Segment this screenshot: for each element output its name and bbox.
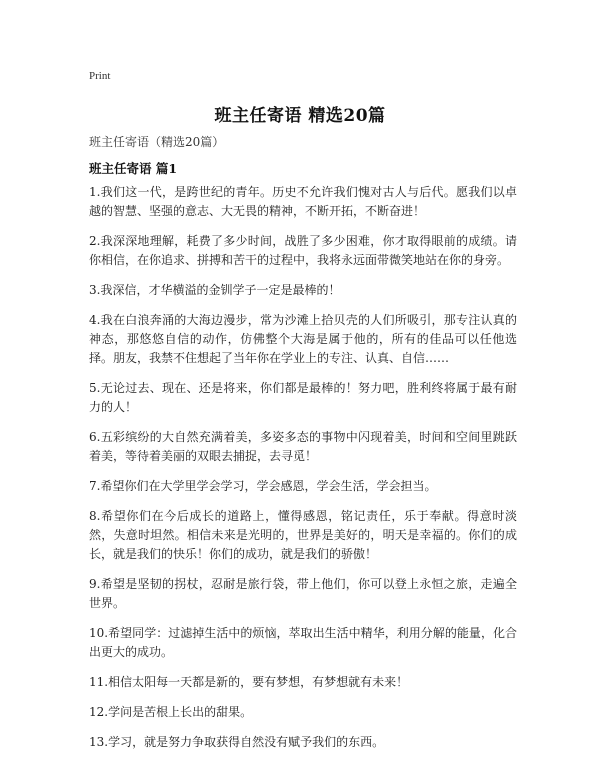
list-item: 1.我们这一代，是跨世纪的青年。历史不允许我们愧对古人与后代。愿我们以卓越的智慧、坚强的意志、大无畏的精神，不断开拓，不断奋进！ bbox=[89, 185, 517, 218]
list-item: 5.无论过去、现在、还是将来，你们都是最棒的！努力吧，胜利终将属于最有耐力的人！ bbox=[89, 381, 517, 414]
list-item: 2.我深深地理解，耗费了多少时间，战胜了多少困难，你才取得眼前的成绩。请你相信，在你追求、拼搏和苦干的过程中，我将永远面带微笑地站在你的身旁。 bbox=[89, 234, 517, 267]
list-item: 3.我深信，才华横溢的金钏学子一定是最棒的！ bbox=[89, 283, 341, 297]
document-subtitle: 班主任寄语（精选20篇） bbox=[89, 135, 225, 149]
list-item: 4.我在白浪奔涌的大海边漫步，常为沙滩上拾贝壳的人们所吸引，那专注认真的神态，那悠悠自信的动作，仿佛整个大海是属于他的，所有的佳品可以任他选择。朋友，我禁不住想起了当年你在学业上的专注、认真、自信…… bbox=[89, 313, 517, 365]
section-heading: 班主任寄语 篇1 bbox=[89, 161, 178, 176]
entry-list bbox=[89, 183, 517, 763]
list-item: 10.希望同学：过滤掉生活中的烦恼，萃取出生活中精华，利用分解的能量，化合出更大的成功。 bbox=[89, 626, 517, 659]
list-item: 11.相信太阳每一天都是新的，要有梦想，有梦想就有未来！ bbox=[89, 675, 409, 689]
list-item: 7.希望你们在大学里学会学习，学会感恩，学会生活，学会担当。 bbox=[89, 479, 437, 493]
list-item: 8.希望你们在今后成长的道路上，懂得感恩，铭记责任，乐于奉献。得意时淡然，失意时坦然。相信未来是光明的，世界是美好的，明天是幸福的。你们的成长，就是我们的快乐！你们的成功，就是我们的骄傲！ bbox=[89, 509, 517, 561]
list-item: 13.学习，就是努力争取获得自然没有赋予我们的东西。 bbox=[89, 735, 385, 749]
list-item: 6.五彩缤纷的大自然充满着美，多姿多态的事物中闪现着美，时间和空间里跳跃着美，等待着美丽的双眼去捕捉，去寻觅！ bbox=[89, 430, 517, 463]
list-item: 9.希望是坚韧的拐杖，忍耐是旅行袋，带上他们，你可以登上永恒之旅，走遍全世界。 bbox=[89, 577, 517, 610]
list-item: 12.学问是苦根上长出的甜果。 bbox=[89, 705, 253, 719]
page-title: 班主任寄语 精选20篇 bbox=[214, 106, 386, 126]
print-label: Print bbox=[89, 70, 111, 82]
